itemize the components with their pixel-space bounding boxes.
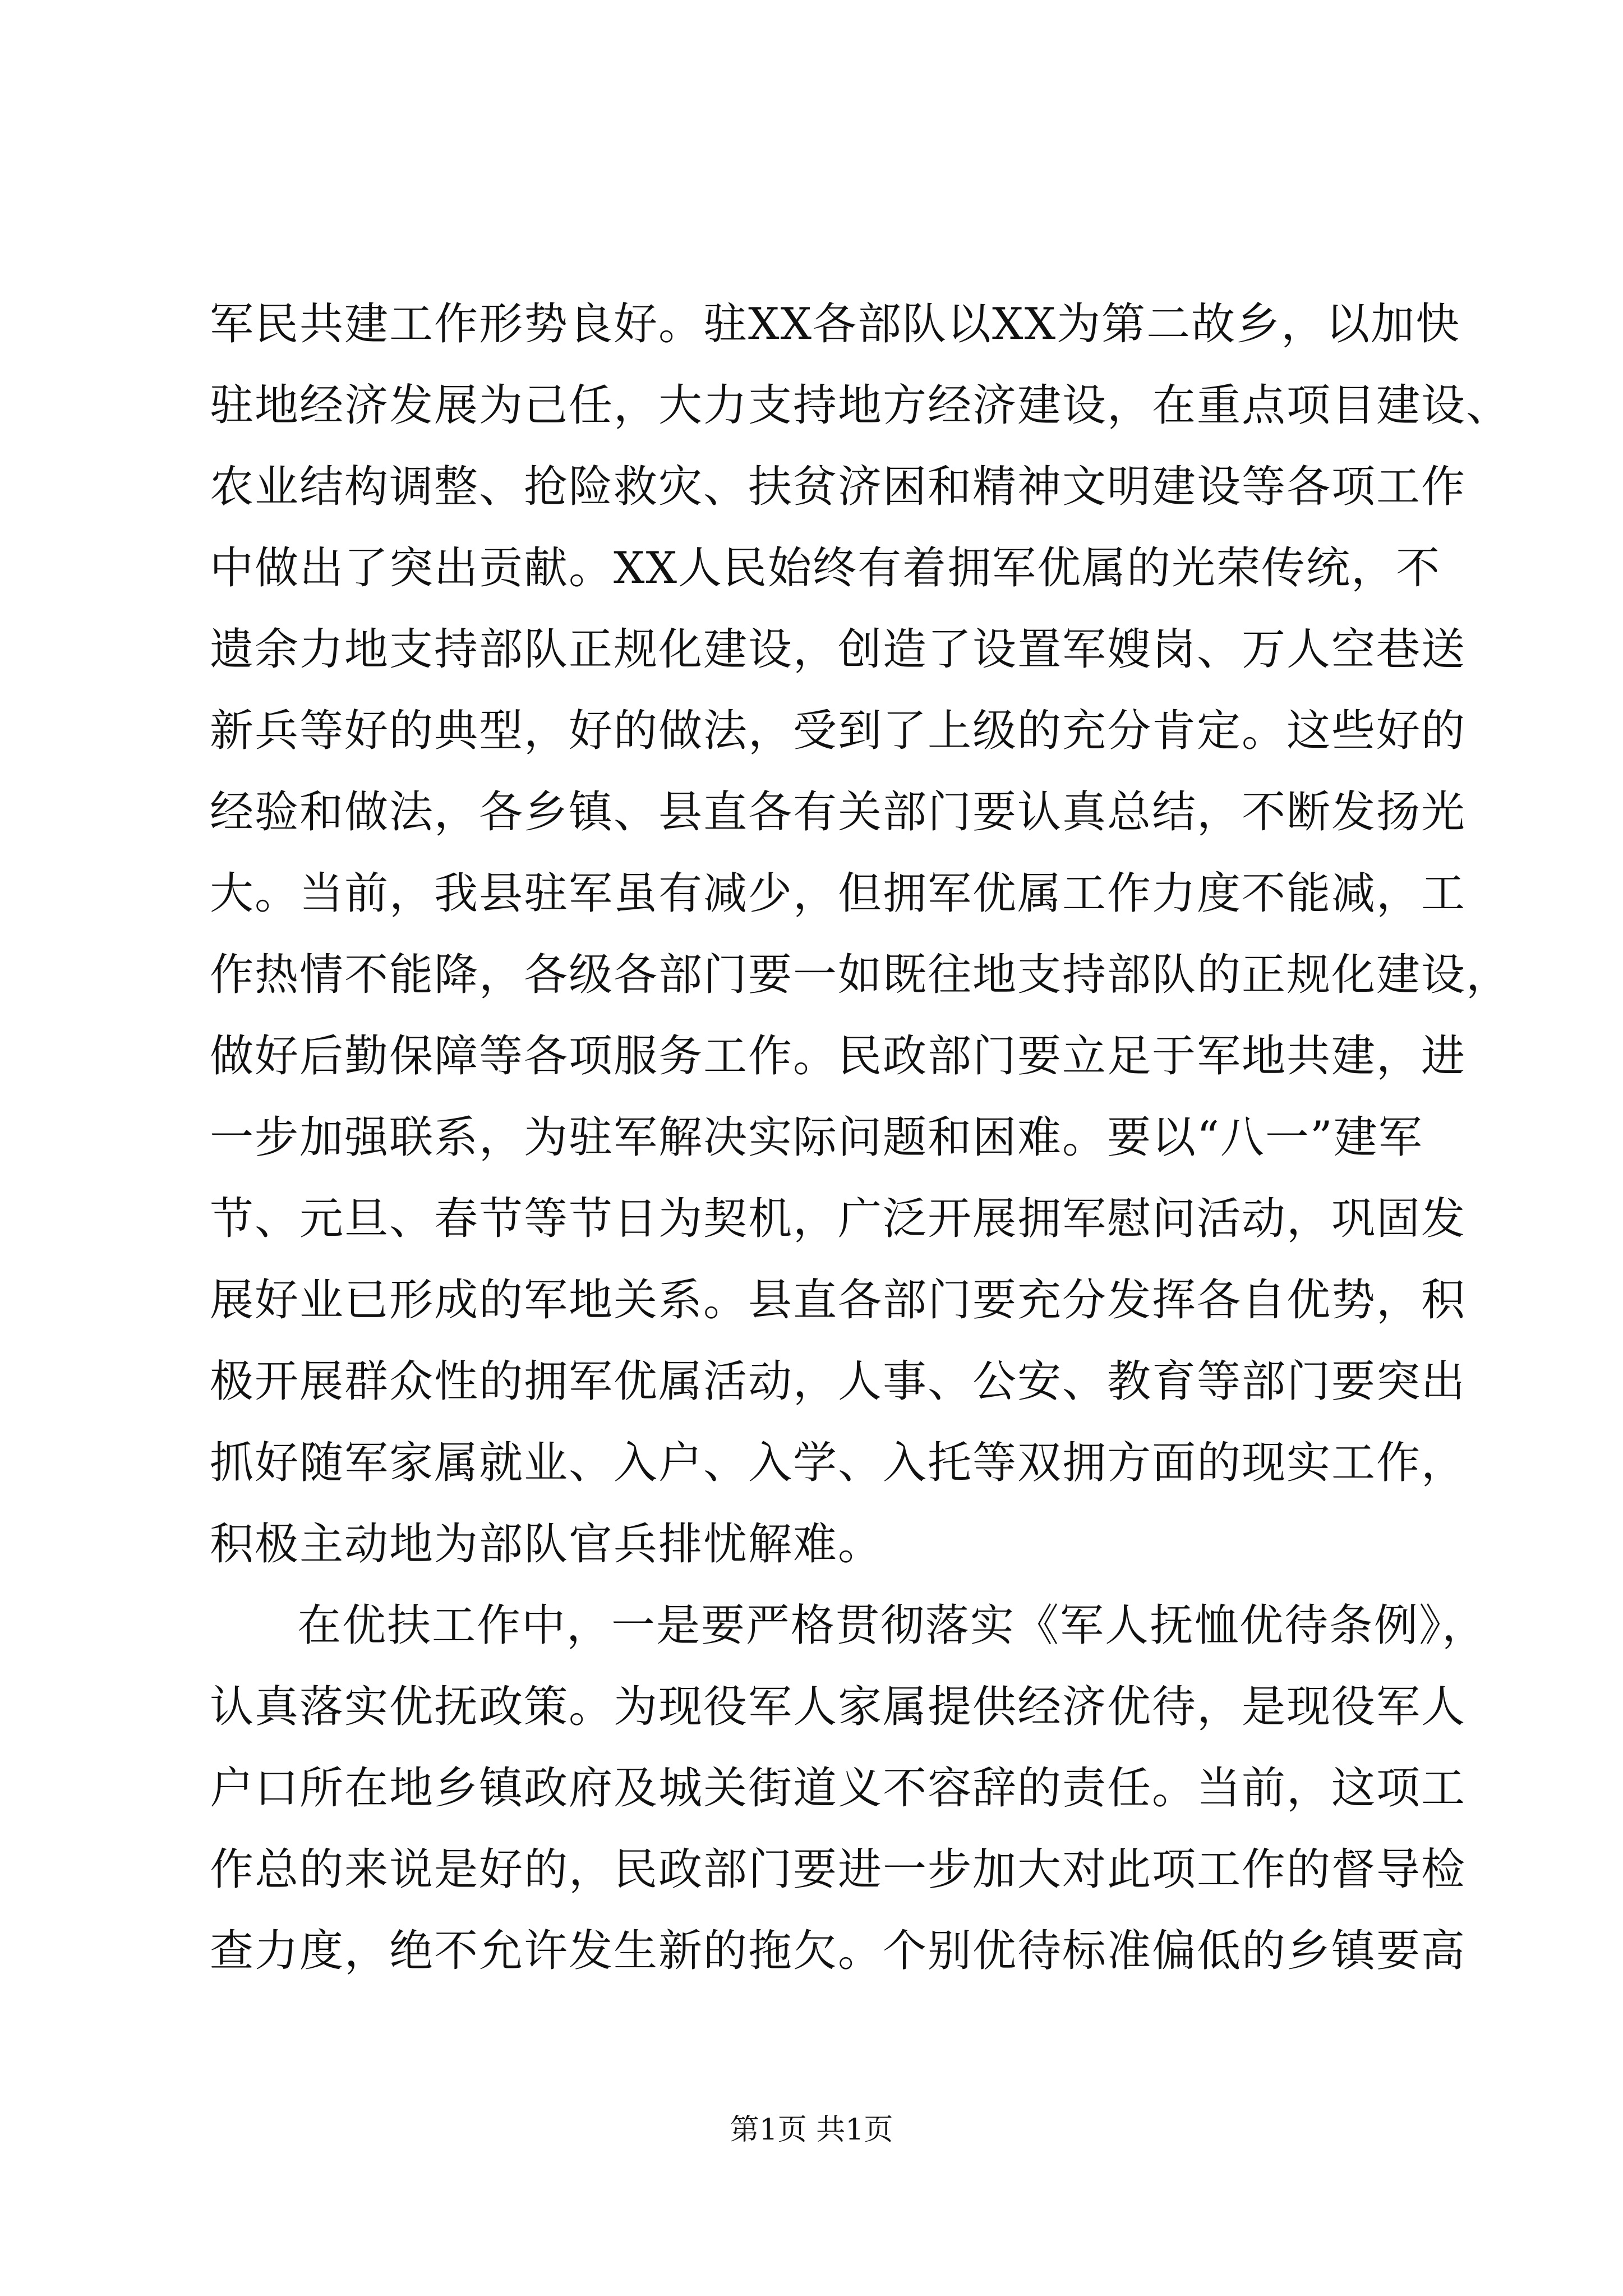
body-line: 极开展群众性的拥军优属活动，人事、公安、教育等部门要突出: [210, 1356, 1467, 1407]
body-line: 作热情不能降，各级各部门要一如既往地支持部队的正规化建设，: [210, 950, 1511, 1000]
body-line: 农业结构调整、抢险救灾、扶贫济困和精神文明建设等各项工作: [210, 462, 1467, 512]
body-line: 做好后勤保障等各项服务工作。民政部门要立足于军地共建，进: [210, 1031, 1467, 1082]
paragraph-end-line: 积极主动地为部队官兵排忧解难。: [210, 1519, 883, 1570]
body-line: 节、元旦、春节等节日为契机，广泛开展拥军慰问活动，巩固发: [210, 1194, 1467, 1244]
body-line: 作总的来说是好的，民政部门要进一步加大对此项工作的督导检: [210, 1844, 1467, 1895]
body-line: 一步加强联系，为驻军解决实际问题和困难。要以“八一”建军: [210, 1112, 1423, 1163]
body-line: 查力度，绝不允许发生新的拖欠。个别优待标准偏低的乡镇要高: [210, 1926, 1467, 1976]
body-line: 展好业已形成的军地关系。县直各部门要充分发挥各自优势，积: [210, 1275, 1467, 1326]
body-line: 大。当前，我县驻军虽有减少，但拥军优属工作力度不能减，工: [210, 868, 1467, 919]
body-line: 新兵等好的典型，好的做法，受到了上级的充分肯定。这些好的: [210, 706, 1467, 756]
body-line: 驻地经济发展为己任，大力支持地方经济建设，在重点项目建设、: [210, 380, 1511, 431]
body-line: 抓好随军家属就业、入户、入学、入托等双拥方面的现实工作，: [210, 1438, 1467, 1488]
body-line: 户口所在地乡镇政府及城关街道义不容辞的责任。当前，这项工: [210, 1763, 1467, 1814]
body-line: 遗余力地支持部队正规化建设，创造了设置军嫂岗、万人空巷送: [210, 624, 1467, 675]
body-line: 中做出了突出贡献。XX人民始终有着拥军优属的光荣传统，不: [210, 543, 1441, 593]
paragraph-start-line: 在优扶工作中，一是要严格贯彻落实《军人抚恤优待条例》，: [297, 1600, 1487, 1651]
body-line: 经验和做法，各乡镇、县直各有关部门要认真总结，不断发扬光: [210, 787, 1467, 838]
body-line: 军民共建工作形势良好。驻XX各部队以XX为第二故乡，以加快: [210, 299, 1461, 349]
body-line: 认真落实优抚政策。为现役军人家属提供经济优待，是现役军人: [210, 1682, 1467, 1732]
page-number-footer: 第1页 共1页: [730, 2113, 893, 2147]
